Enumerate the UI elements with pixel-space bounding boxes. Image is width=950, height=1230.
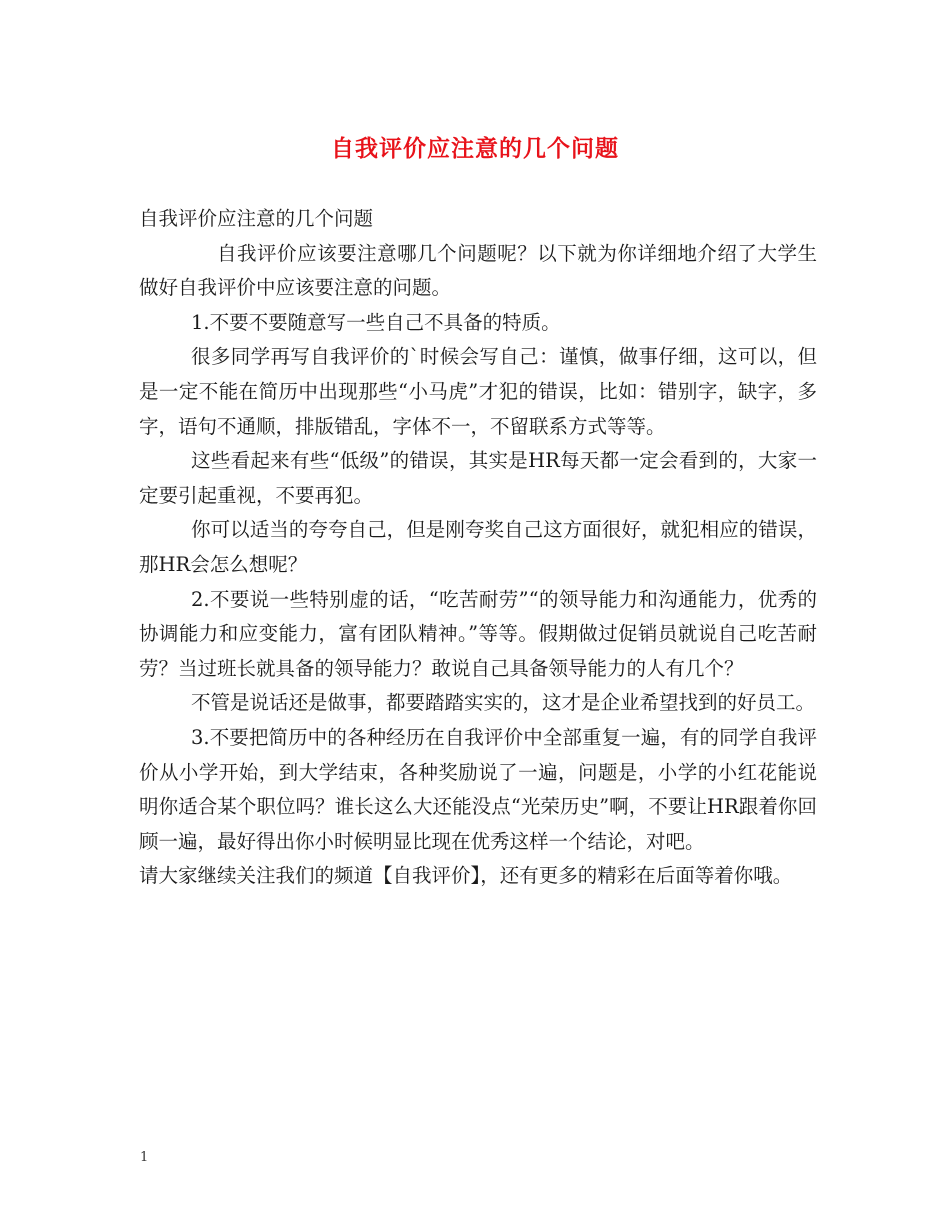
paragraph-body: 你可以适当的夸夸自己，但是刚夸奖自己这方面很好，就犯相应的错误，那HR会怎么想呢？	[139, 518, 817, 576]
paragraph-point-1: 1.不要不要随意写一些自己不具备的特质。	[191, 310, 561, 334]
paragraph-heading: 自我评价应注意的几个问题	[139, 207, 374, 230]
paragraph-intro: 自我评价应该要注意哪几个问题呢？以下就为你详细地介绍了大学生做好自我评价中应该要注意的问题。	[139, 241, 817, 300]
paragraph-body: 不管是说话还是做事，都要踏踏实实的，这才是企业希望找到的好员工。	[191, 691, 816, 715]
document-title: 自我评价应注意的几个问题	[331, 135, 619, 162]
paragraph-point-3: 3.不要把简历中的各种经历在自我评价中全部重复一遍，有的同学自我评价从小学开始，到大学结束，各种奖励说了一遍，问题是，小学的小红花能说明你适合某个职位吗？谁长这么大还能没点“光荣历史”啊，不要让HR跟着你回顾一遍，最好得出你小时候明显比现在优秀这样一个结论，对吧。	[139, 725, 817, 853]
paragraph-closing: 请大家继续关注我们的频道【自我评价】，还有更多的精彩在后面等着你哦。	[139, 864, 793, 888]
paragraph-point-2: 2.不要说一些特别虚的话，“吃苦耐劳”“的领导能力和沟通能力，优秀的协调能力和应变能力，富有团队精神。”等等。假期做过促销员就说自己吃苦耐劳？当过班长就具备的领导能力？敢说自己具备领导能力的人有几个？	[139, 587, 817, 680]
page-number: 1	[140, 1150, 149, 1165]
paragraph-body: 很多同学再写自我评价的`时候会写自己：谨慎，做事仔细，这可以，但是一定不能在简历中出现那些“小马虎”才犯的错误，比如：错别字，缺字，多字，语句不通顺，排版错乱，字体不一，不留联系方式等等。	[139, 345, 817, 438]
paragraph-body: 这些看起来有些“低级”的错误，其实是HR每天都一定会看到的，大家一定要引起重视，不要再犯。	[139, 449, 817, 507]
document-body	[139, 202, 817, 894]
